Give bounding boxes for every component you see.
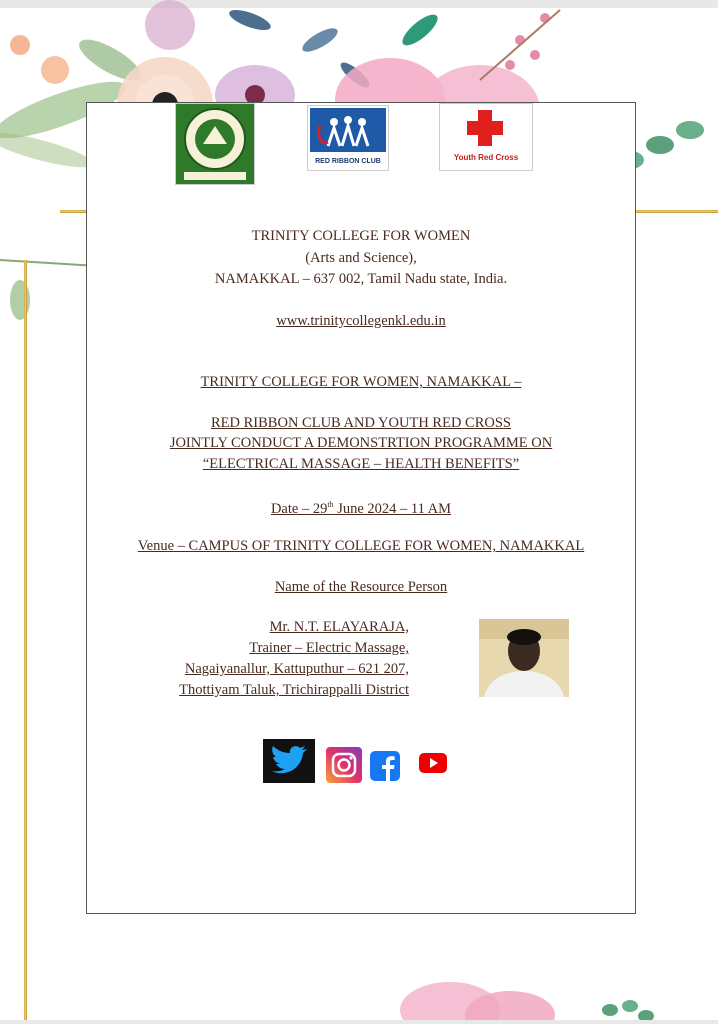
twitter-icon[interactable] [263,739,315,783]
college-name: TRINITY COLLEGE FOR WOMEN [251,228,471,244]
college-website-link[interactable]: www.trinitycollegenkl.edu.in [276,313,446,329]
red-ribbon-club-logo [307,105,389,171]
gold-frame-vertical [24,260,27,1024]
floral-decoration-bottom [380,970,718,1024]
event-heading-1: TRINITY COLLEGE FOR WOMEN, NAMAKKAL – [200,374,522,390]
resource-person-details [149,617,409,701]
college-logo [175,103,255,185]
bottom-bar [0,1020,718,1024]
facebook-icon[interactable] [370,751,400,781]
college-address: NAMAKKAL – 637 002, Tamil Nadu state, India. [214,271,508,287]
resource-person-name: Mr. N.T. ELAYARAJA, [269,619,409,635]
event-heading-2: RED RIBBON CLUB AND YOUTH RED CROSS [211,415,511,431]
college-type: (Arts and Science), [305,250,417,266]
event-heading-3: JOINTLY CONDUCT A DEMONSTRTION PROGRAMME ON [169,435,553,451]
resource-person-address-1: Nagaiyanallur, Kattuputhur – 621 207, [184,661,409,677]
event-date-suffix: June 2024 – 11 AM [333,500,452,517]
content-box [86,102,636,914]
resource-person-address-2: Thottiyam Taluk, Trichirappalli District [179,682,409,698]
youth-red-cross-logo [439,103,533,171]
yrc-logo-text: Youth Red Cross [453,153,519,162]
youtube-icon[interactable] [419,753,447,773]
resource-person-role: Trainer – Electric Massage, [249,640,409,656]
event-date-sup: th [327,500,334,509]
event-venue: Venue – CAMPUS OF TRINITY COLLEGE FOR WOMEN, NAMAKKAL [137,538,585,554]
event-date [87,496,635,518]
event-date-prefix: Date – 29 [270,500,328,517]
event-heading-4: “ELECTRICAL MASSAGE – HEALTH BENEFITS” [202,456,520,472]
resource-person-title: Name of the Resource Person [274,579,448,595]
rrc-logo-text: RED RIBBON CLUB [315,158,381,165]
instagram-icon[interactable] [326,747,362,783]
resource-person-photo [479,619,569,697]
